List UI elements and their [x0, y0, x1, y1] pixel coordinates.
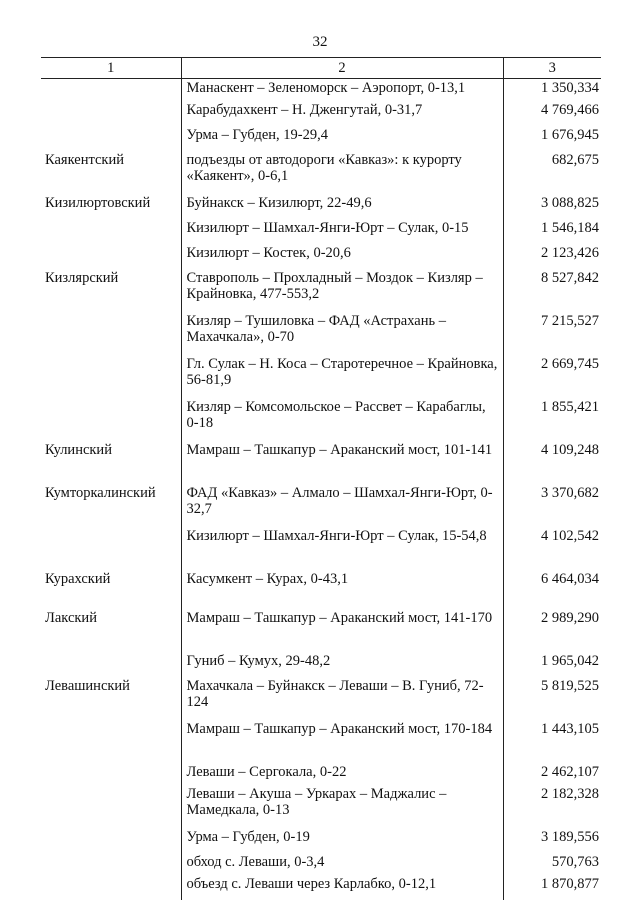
district-cell: Кулинский — [45, 442, 112, 458]
road-cell: Мамраш – Ташкапур – Араканский мост, 170-184 — [181, 720, 503, 763]
district-cell — [41, 720, 181, 763]
district-cell — [41, 785, 181, 828]
road-cell: Кизилюрт – Шамхал-Янги-Юрт – Сулак, 0-15 — [181, 219, 503, 244]
road-cell: Карабудахкент – Н. Дженгутай, 0-31,7 — [181, 101, 503, 126]
column-header-district: 1 — [41, 58, 181, 79]
amount-cell: 2 462,107 — [541, 764, 599, 780]
district-cell: Каякентский — [45, 152, 124, 168]
road-funding-table-container — [41, 57, 601, 900]
district-cell: Лакский — [45, 610, 97, 626]
table-row — [41, 194, 601, 219]
district-cell — [41, 355, 181, 398]
road-cell: Гл. Сулак – Н. Коса – Старотеречное – Крайновка, 56-81,9 — [181, 355, 503, 398]
road-cell: Леваши – Сергокала, 0-22 — [181, 763, 503, 785]
amount-cell: 3 189,556 — [541, 829, 599, 845]
amount-cell: 3 088,825 — [541, 195, 599, 211]
table-row — [41, 853, 601, 875]
road-cell: Урма – Губден, 19-29,4 — [181, 126, 503, 151]
amount-cell: 1 350,334 — [541, 80, 599, 96]
amount-cell: 2 989,290 — [541, 610, 599, 626]
amount-cell: 2 669,745 — [541, 356, 599, 372]
table-row — [41, 609, 601, 652]
column-header-amount: 3 — [503, 58, 601, 79]
district-cell — [41, 101, 181, 126]
road-cell: Касумкент – Курах, 0-43,1 — [181, 570, 503, 609]
page-number: 32 — [312, 34, 328, 50]
table-row — [41, 484, 601, 527]
table-row — [41, 126, 601, 151]
road-funding-table — [41, 57, 601, 900]
amount-cell: 5 819,525 — [541, 678, 599, 694]
table-row — [41, 355, 601, 398]
table-row — [41, 269, 601, 312]
district-cell: Кизилюртовский — [45, 195, 151, 211]
district-cell — [41, 312, 181, 355]
road-cell: Кизляр – Тушиловка – ФАД «Астрахань – Махачкала», 0-70 — [181, 312, 503, 355]
district-cell: Курахский — [45, 571, 111, 587]
amount-cell: 1 870,877 — [541, 876, 599, 892]
road-cell: Манаскент – Зеленоморск – Аэропорт, 0-13,1 — [181, 79, 503, 102]
table-row — [41, 441, 601, 484]
road-cell: Леваши – Акуша – Уркарах – Маджалис – Мамедкала, 0-13 — [181, 785, 503, 828]
amount-cell: 8 527,842 — [541, 270, 599, 286]
table-row — [41, 151, 601, 194]
road-cell: Кизилюрт – Шамхал-Янги-Юрт – Сулак, 15-54,8 — [181, 527, 503, 570]
amount-cell: 2 182,328 — [541, 786, 599, 802]
road-cell: ФАД «Кавказ» – Алмало – Шамхал-Янги-Юрт, 0-32,7 — [181, 484, 503, 527]
district-cell — [41, 219, 181, 244]
amount-cell: 2 123,426 — [541, 245, 599, 261]
table-row — [41, 312, 601, 355]
table-row — [41, 875, 601, 900]
district-cell — [41, 398, 181, 441]
district-cell — [41, 828, 181, 853]
district-cell — [41, 126, 181, 151]
road-cell: Кизляр – Комсомольское – Рассвет – Карабаглы, 0-18 — [181, 398, 503, 441]
table-header-row — [41, 58, 601, 79]
road-cell: Ставрополь – Прохладный – Моздок – Кизляр – Крайновка, 477-553,2 — [181, 269, 503, 312]
district-cell — [41, 853, 181, 875]
table-row — [41, 763, 601, 785]
district-cell: Кумторкалинский — [45, 485, 156, 501]
table-row — [41, 527, 601, 570]
district-cell — [41, 763, 181, 785]
road-cell: Гуниб – Кумух, 29-48,2 — [181, 652, 503, 677]
amount-cell: 3 370,682 — [541, 485, 599, 501]
amount-cell: 4 109,248 — [541, 442, 599, 458]
table-row — [41, 570, 601, 609]
road-cell: Мамраш – Ташкапур – Араканский мост, 101-141 — [181, 441, 503, 484]
district-cell — [41, 244, 181, 269]
amount-cell: 1 546,184 — [541, 220, 599, 236]
table-row — [41, 79, 601, 102]
road-cell: Кизилюрт – Костек, 0-20,6 — [181, 244, 503, 269]
table-row — [41, 219, 601, 244]
table-row — [41, 398, 601, 441]
road-cell: подъезды от автодороги «Кавказ»: к курорту «Каякент», 0-6,1 — [181, 151, 503, 194]
amount-cell: 1 443,105 — [541, 721, 599, 737]
district-cell — [41, 79, 181, 102]
table-row — [41, 720, 601, 763]
amount-cell: 4 102,542 — [541, 528, 599, 544]
table-row — [41, 652, 601, 677]
district-cell — [41, 875, 181, 900]
amount-cell: 6 464,034 — [541, 571, 599, 587]
road-cell: Буйнакск – Кизилюрт, 22-49,6 — [181, 194, 503, 219]
table-row — [41, 244, 601, 269]
amount-cell: 1 676,945 — [541, 127, 599, 143]
amount-cell: 1 855,421 — [541, 399, 599, 415]
table-row — [41, 101, 601, 126]
road-cell: Мамраш – Ташкапур – Араканский мост, 141-170 — [181, 609, 503, 652]
district-cell — [41, 652, 181, 677]
column-header-road: 2 — [181, 58, 503, 79]
table-row — [41, 828, 601, 853]
road-cell: обход с. Леваши, 0-3,4 — [181, 853, 503, 875]
table-row — [41, 785, 601, 828]
amount-cell: 4 769,466 — [541, 102, 599, 118]
road-cell: объезд с. Леваши через Карлабко, 0-12,1 — [181, 875, 503, 900]
table-row — [41, 677, 601, 720]
district-cell: Левашинский — [45, 678, 130, 694]
road-cell: Урма – Губден, 0-19 — [181, 828, 503, 853]
district-cell — [41, 527, 181, 570]
amount-cell: 682,675 — [551, 152, 599, 168]
amount-cell: 1 965,042 — [541, 653, 599, 669]
amount-cell: 7 215,527 — [541, 313, 599, 329]
road-cell: Махачкала – Буйнакск – Леваши – В. Гуниб, 72-124 — [181, 677, 503, 720]
amount-cell: 570,763 — [551, 854, 599, 870]
district-cell: Кизлярский — [45, 270, 119, 286]
